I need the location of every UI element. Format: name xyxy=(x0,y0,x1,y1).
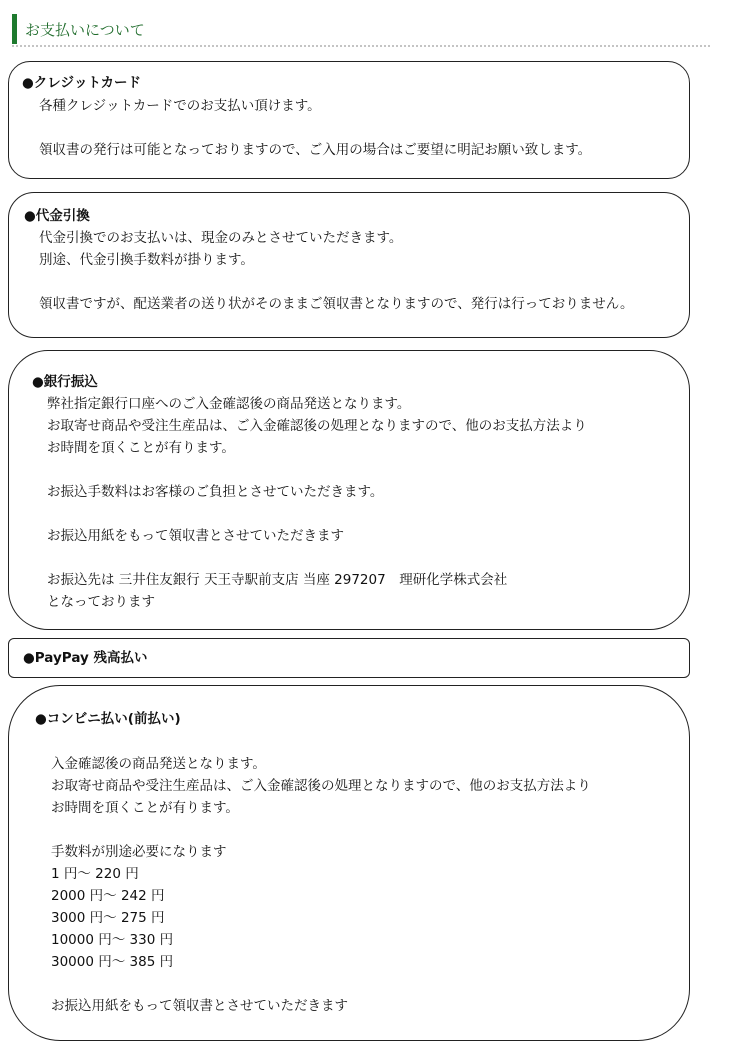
paypay-box xyxy=(8,638,690,678)
section-header xyxy=(12,14,712,44)
text-line: 弊社指定銀行口座へのご入金確認後の商品発送となります。 xyxy=(47,396,411,412)
bank-transfer-title: ●銀行振込 xyxy=(32,374,98,390)
bank-transfer-box xyxy=(8,350,690,630)
convenience-store-lines xyxy=(51,753,591,1017)
text-line: となっております xyxy=(47,594,155,610)
credit-card-title: ●クレジットカード xyxy=(22,75,142,91)
text-line: お振込用紙をもって領収書とさせていただきます xyxy=(47,528,344,544)
cash-on-delivery-title: ●代金引換 xyxy=(24,208,90,224)
text-line: お振込先は 三井住友銀行 天王寺駅前支店 当座 297207 理研化学株式会社 xyxy=(47,572,508,588)
text-line: 30000 円～ 385 円 xyxy=(51,954,174,970)
cash-on-delivery-lines xyxy=(39,227,634,315)
text-line: 別途、代金引換手数料が掛ります。 xyxy=(39,252,254,268)
blank-line xyxy=(47,503,587,525)
blank-line xyxy=(47,547,587,569)
text-line: 各種クレジットカードでのお支払い頂けます。 xyxy=(39,98,321,114)
text-line: 3000 円～ 275 円 xyxy=(51,910,165,926)
paypay-title: ●PayPay 残高払い xyxy=(23,650,148,666)
page-title: お支払いについて xyxy=(25,21,145,39)
blank-line xyxy=(51,819,591,841)
text-line: お時間を頂くことが有ります。 xyxy=(47,440,235,456)
text-line: 10000 円～ 330 円 xyxy=(51,932,174,948)
convenience-store-box xyxy=(8,685,690,1041)
text-line: 2000 円～ 242 円 xyxy=(51,888,165,904)
text-line: 代金引換でのお支払いは、現金のみとさせていただきます。 xyxy=(39,230,403,246)
blank-line xyxy=(39,271,634,293)
convenience-store-title: ●コンビニ払い(前払い) xyxy=(35,711,181,727)
text-line: 入金確認後の商品発送となります。 xyxy=(51,756,266,772)
credit-card-box xyxy=(8,61,690,179)
text-line: 1 円～ 220 円 xyxy=(51,866,139,882)
header-accent-bar xyxy=(12,14,17,44)
text-line: お取寄せ商品や受注生産品は、ご入金確認後の処理となりますので、他のお支払方法より xyxy=(51,778,591,794)
text-line: 領収書の発行は可能となっておりますので、ご入用の場合はご要望に明記お願い致します。 xyxy=(39,142,592,158)
blank-line xyxy=(39,117,591,139)
text-line: 手数料が別途必要になります xyxy=(51,844,227,860)
bank-transfer-lines xyxy=(47,393,587,613)
blank-line xyxy=(47,459,587,481)
header-dotted-divider xyxy=(12,45,710,47)
blank-line xyxy=(51,973,591,995)
credit-card-lines xyxy=(39,95,591,161)
text-line: お振込手数料はお客様のご負担とさせていただきます。 xyxy=(47,484,384,500)
cash-on-delivery-box xyxy=(8,192,690,338)
text-line: お振込用紙をもって領収書とさせていただきます xyxy=(51,998,348,1014)
text-line: お取寄せ商品や受注生産品は、ご入金確認後の処理となりますので、他のお支払方法より xyxy=(47,418,587,434)
text-line: お時間を頂くことが有ります。 xyxy=(51,800,239,816)
text-line: 領収書ですが、配送業者の送り状がそのままご領収書となりますので、発行は行っておりません。 xyxy=(39,296,634,312)
